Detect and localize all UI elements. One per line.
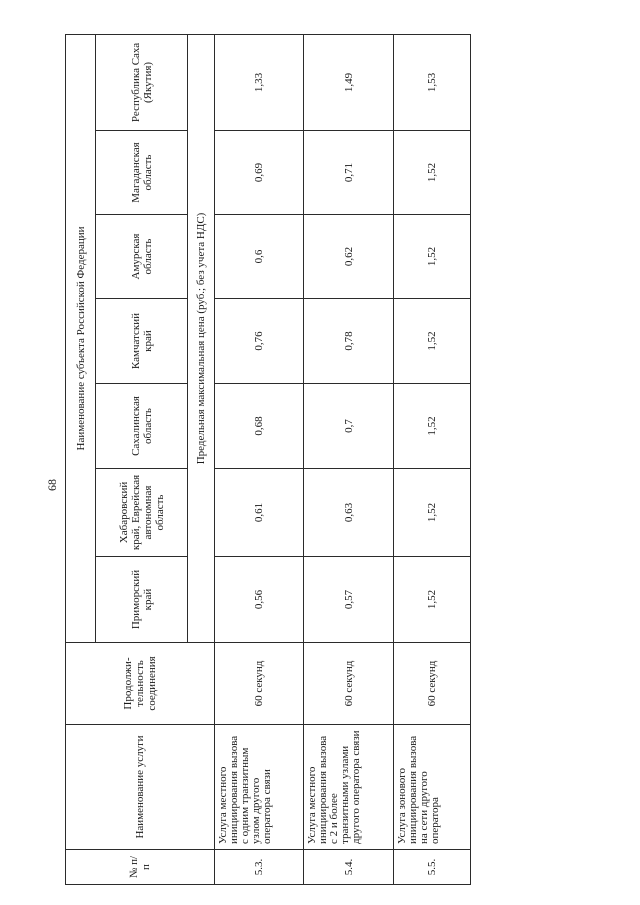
price-cell: 1,52: [394, 469, 471, 557]
table-row: [304, 34, 394, 884]
price-cell: 0,56: [215, 557, 304, 643]
price-cell: 0,71: [304, 131, 394, 215]
header-num: № п/п: [66, 850, 215, 885]
price-cell: 1,52: [394, 384, 471, 469]
row-service: Услуга местного инициирования вызова с одним транзитным узлом другого оператора связи: [215, 725, 304, 850]
header-region-khabarovsk: Хабаровский край, Еврейская автономная область: [96, 469, 188, 557]
price-cell: 0,62: [304, 215, 394, 299]
price-cell: 0,76: [215, 299, 304, 384]
header-service: Наименование услуги: [66, 725, 215, 850]
price-cell: 0,69: [215, 131, 304, 215]
price-cell: 1,52: [394, 299, 471, 384]
row-num: 5.5.: [394, 850, 471, 885]
price-cell: 1,52: [394, 215, 471, 299]
header-region-sakhalin: Сахалинская область: [96, 384, 188, 469]
price-cell: 0,63: [304, 469, 394, 557]
row-service: Услуга местного инициирования вызова с 2 и более транзитными узлами другого оператора связи: [304, 725, 394, 850]
row-duration: 60 секунд: [304, 643, 394, 725]
row-duration: 60 секунд: [394, 643, 471, 725]
price-cell: 0,57: [304, 557, 394, 643]
row-num: 5.4.: [304, 850, 394, 885]
header-subject-group: Наименование субъекта Российской Федерации: [66, 34, 96, 642]
header-region-magadan: Магаданская область: [96, 131, 188, 215]
header-region-amur: Амурская область: [96, 215, 188, 299]
price-cell: 0,61: [215, 469, 304, 557]
header-duration: Продолжи-тельность соединения: [66, 643, 215, 725]
header-region-sakha: Республика Саха (Якутия): [96, 34, 188, 130]
price-cell: 1,33: [215, 34, 304, 130]
tariff-table: [65, 34, 471, 885]
price-cell: 0,7: [304, 384, 394, 469]
price-cell: 0,6: [215, 215, 304, 299]
price-cell: 0,68: [215, 384, 304, 469]
table-row: [215, 34, 304, 884]
row-service: Услуга зонового инициирования вызова на сети другого оператора: [394, 725, 471, 850]
price-cell: 0,78: [304, 299, 394, 384]
row-num: 5.3.: [215, 850, 304, 885]
price-cell: 1,53: [394, 34, 471, 130]
price-cell: 1,49: [304, 34, 394, 130]
rotated-table-sheet: [65, 35, 470, 885]
price-cell: 1,52: [394, 557, 471, 643]
price-cell: 1,52: [394, 131, 471, 215]
header-region-kamchatka: Камчатский край: [96, 299, 188, 384]
row-duration: 60 секунд: [215, 643, 304, 725]
table-row: [394, 34, 471, 884]
page-number: 68: [45, 479, 59, 491]
header-price-caption: Предельная максимальная цена (руб.; без учета НДС): [188, 34, 215, 642]
header-region-primorsky: Приморский край: [96, 557, 188, 643]
